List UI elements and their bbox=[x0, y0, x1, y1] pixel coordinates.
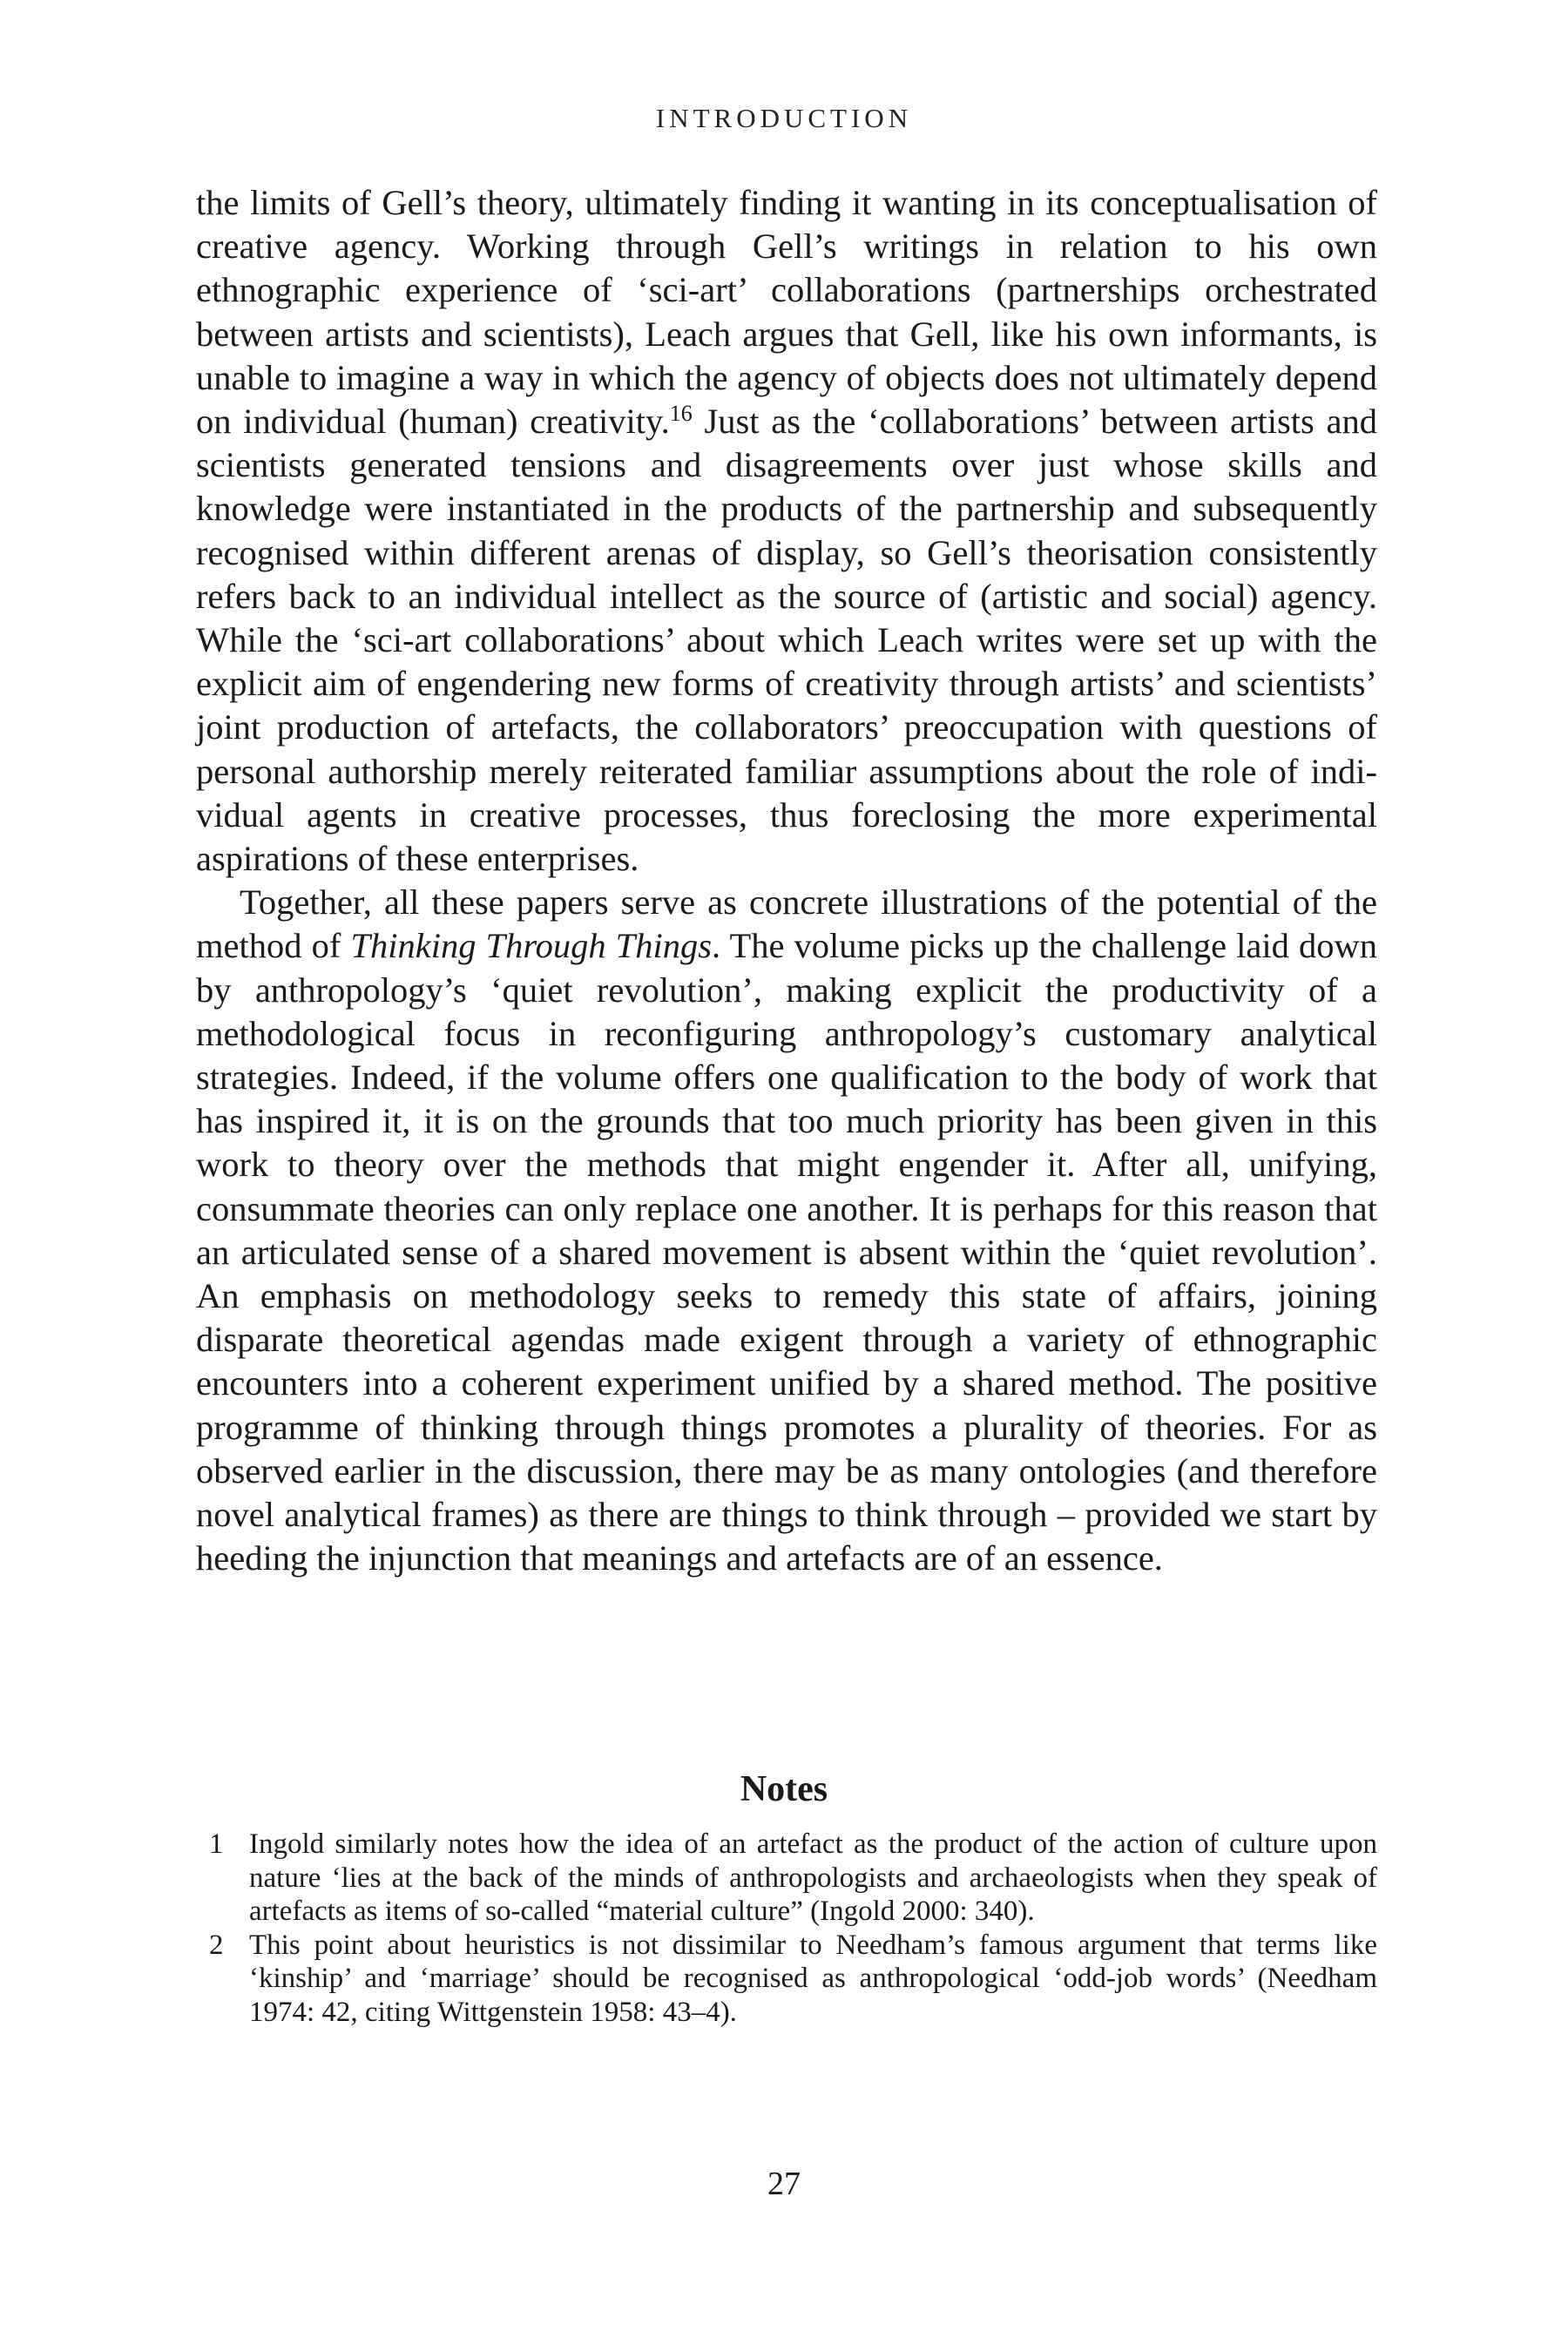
endnote-reference-16: 16 bbox=[669, 401, 693, 427]
paragraph-2 bbox=[196, 881, 1377, 1580]
running-head: INTRODUCTION bbox=[655, 103, 913, 133]
notes-heading: Notes bbox=[740, 1769, 828, 1809]
paragraph-1 bbox=[196, 181, 1377, 881]
notes-list bbox=[209, 1828, 1377, 2029]
body-text bbox=[196, 181, 1377, 1581]
paragraph-1-text-before-ref: the limits of Gell’s theory, ultimately finding it wanting in its conceptualisation of creative agency. Working through Gell’s writings in relation to his own ethnographic experience of ‘sci-art’ collaborations (partnerships orchestrated between artists and scientists), Leach argues that Gell, like his own informants, is unable to imagine a way in which the agency of objects does not ultimately depend on individual (human) creativity. bbox=[196, 183, 1377, 442]
page-number: 27 bbox=[767, 2166, 801, 2202]
note-number: 1 bbox=[209, 1828, 224, 1860]
paragraph-2-text-after-title: . The volume picks up the challenge laid down by anthropology’s ‘quiet revolution’, making explicit the productivity of a methodological focus in reconfiguring anthropology’s customary analytical strategies. Indeed, if the volume offers one qualification to the body of work that has inspired it, it is on the grounds that too much priority has been given in this work to theory over the methods that might engender it. After all, unifying, consummate theories can only replace one another. It is perhaps for this reason that an articulated sense of a shared movement is absent within the ‘quiet revolution’. An emphasis on methodology seeks to remedy this state of affairs, joining disparate theoretical agendas made exigent through a variety of ethnographic encounters into a coherent experiment unified by a shared method. The positive programme of thinking through things promotes a plurality of theories. For as observed earlier in the discussion, there may be as many ontologies (and therefore novel analytical frames) as there are things to think through – provided we start by heeding the injunction that meanings and artefacts are of an essence. bbox=[196, 926, 1378, 1578]
paragraph-1-text-after-ref: Just as the ‘collaborations’ between artists and scientists generated tensions and disagreements over just whose skills and knowledge were instantiated in the products of the partnership and subsequently recognised within different arenas of display, so Gell’s theorisation consistently refers back to an individual intellect as the source of (artistic and social) agency. While the ‘sci-art collaborations’ about which Leach writes were set up with the explicit aim of engendering new forms of creativity through artists’ and scientists’ joint production of artefacts, the collaborators’ preoccupation with questions of personal authorship merely reiterated familiar assumptions about the role of individual agents in creative processes, thus foreclosing the more experimental aspirations of these enterprises. bbox=[196, 402, 1377, 879]
volume-title: Thinking Through Things bbox=[350, 926, 712, 966]
note-number: 2 bbox=[209, 1929, 224, 1961]
note-item-2 bbox=[209, 1929, 1377, 2030]
paragraph-2-text-before-title: Together, all these papers serve as concrete illustrations of the potential of the method of bbox=[196, 882, 1377, 966]
note-item-1 bbox=[209, 1828, 1377, 1929]
note-text: Ingold similarly notes how the idea of an artefact as the product of the action of culture upon nature ‘lies at the back of the minds of anthropologists and archaeologists when they speak of artefacts as items of so-called “material culture” (Ingold 2000: 340). bbox=[249, 1828, 1377, 1927]
note-text: This point about heuristics is not dissimilar to Needham’s famous argument that terms like ‘kinship’ and ‘marriage’ should be recognised as anthropological ‘odd-job words’ (Needham 1974: 42, citing Wittgenstein 1958: 43–4). bbox=[249, 1929, 1377, 2028]
